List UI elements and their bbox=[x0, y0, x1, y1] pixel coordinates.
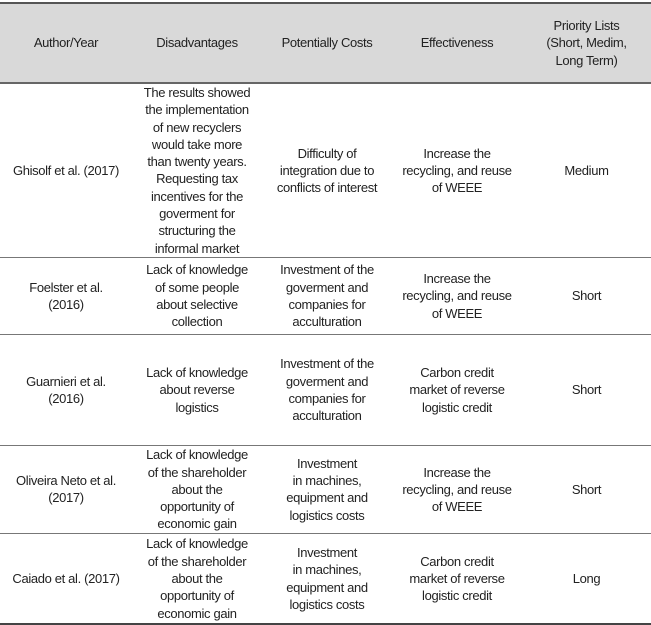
cell-priority bbox=[522, 334, 651, 445]
cell-line: goverment and bbox=[285, 279, 369, 295]
cell-potentially-costs bbox=[262, 257, 392, 334]
cell-line: Lack of knowledge bbox=[146, 536, 248, 552]
cell-line: recycling, and reuse bbox=[402, 288, 512, 304]
cell-line: of WEEE bbox=[431, 305, 483, 321]
header-potentially-costs bbox=[262, 3, 392, 83]
cell-line: logistics bbox=[175, 399, 219, 415]
header-disadvantages bbox=[132, 3, 262, 83]
cell-line: logistic credit bbox=[422, 399, 492, 415]
cell-line: Priority Lists bbox=[553, 18, 620, 34]
cell-line: of WEEE bbox=[431, 180, 483, 196]
cell-line: incentives for the bbox=[151, 188, 243, 204]
cell-line: Potentially Costs bbox=[281, 35, 373, 51]
cell-line: The results showed bbox=[143, 85, 251, 100]
cell-potentially-costs bbox=[262, 334, 392, 445]
cell-line: Oliveira Neto et al. bbox=[16, 473, 116, 489]
cell-line: in machines, bbox=[292, 562, 362, 578]
cell-line: Increase the bbox=[423, 271, 491, 287]
cell-line: about the bbox=[171, 571, 223, 587]
cell-line: economic gain bbox=[157, 605, 237, 621]
cell-line: Short bbox=[571, 382, 602, 398]
cell-line: Requesting tax bbox=[156, 171, 238, 187]
cell-line: recycling, and reuse bbox=[402, 162, 512, 178]
cell-line: recycling, and reuse bbox=[402, 481, 512, 497]
cell-line: informal market bbox=[154, 240, 240, 256]
cell-line: of new recyclers bbox=[152, 119, 242, 135]
cell-line: market of reverse bbox=[409, 571, 505, 587]
cell-line: Short bbox=[571, 288, 602, 304]
cell-line: Investment of the bbox=[280, 262, 374, 278]
cell-line: Foelster et al. bbox=[29, 279, 103, 295]
cell-line: (2016) bbox=[48, 390, 84, 406]
cell-line: of the shareholder bbox=[147, 553, 247, 569]
cell-disadvantages bbox=[132, 83, 262, 257]
cell-potentially-costs bbox=[262, 445, 392, 533]
cell-line: Lack of knowledge bbox=[146, 447, 248, 463]
cell-line: opportunity of bbox=[160, 588, 234, 604]
cell-line: Lack of knowledge bbox=[146, 365, 248, 381]
cell-line: goverment for bbox=[159, 206, 235, 222]
cell-line: structuring the bbox=[158, 223, 236, 239]
cell-line: about the bbox=[171, 481, 223, 497]
cell-line: Ghisolf et al. (2017) bbox=[12, 162, 120, 178]
cell-line: Medium bbox=[564, 162, 609, 178]
cell-author-year bbox=[0, 83, 132, 257]
table-row bbox=[0, 334, 651, 445]
cell-line: about reverse bbox=[159, 382, 235, 398]
cell-line: collection bbox=[171, 314, 223, 330]
cell-line: (2016) bbox=[48, 296, 84, 312]
cell-line: Disadvantages bbox=[156, 35, 238, 51]
header-priority bbox=[522, 3, 651, 83]
cell-line: Short bbox=[571, 481, 602, 497]
cell-priority bbox=[522, 257, 651, 334]
cell-author-year bbox=[0, 334, 132, 445]
cell-line: Increase the bbox=[423, 145, 491, 161]
cell-line: Author/Year bbox=[33, 35, 99, 51]
cell-effectiveness bbox=[392, 334, 522, 445]
cell-line: Investment of the bbox=[280, 356, 374, 372]
cell-line: of some people bbox=[155, 279, 239, 295]
cell-line: equipment and bbox=[286, 490, 368, 506]
cell-disadvantages bbox=[132, 334, 262, 445]
cell-disadvantages bbox=[132, 257, 262, 334]
cell-priority bbox=[522, 83, 651, 257]
cell-line: (Short, Medim, bbox=[546, 35, 627, 51]
cell-line: logistics costs bbox=[289, 507, 365, 523]
cell-line: acculturation bbox=[292, 314, 362, 330]
cell-line: market of reverse bbox=[409, 382, 505, 398]
header-author-year bbox=[0, 3, 132, 83]
cell-line: Investment bbox=[296, 455, 358, 471]
cell-line: about selective bbox=[156, 296, 238, 312]
cell-line: goverment and bbox=[285, 373, 369, 389]
header-row bbox=[0, 3, 651, 83]
cell-line: Carbon credit bbox=[420, 553, 494, 569]
cell-line: Long Term) bbox=[555, 52, 618, 68]
comparison-table bbox=[0, 2, 651, 625]
cell-line: Investment bbox=[296, 545, 358, 561]
cell-line: (2017) bbox=[48, 490, 84, 506]
cell-line: Increase the bbox=[423, 464, 491, 480]
cell-disadvantages bbox=[132, 445, 262, 533]
cell-line: of WEEE bbox=[431, 499, 483, 515]
cell-line: companies for bbox=[288, 390, 366, 406]
cell-line: Guarnieri et al. bbox=[26, 373, 106, 389]
cell-line: logistic credit bbox=[422, 588, 492, 604]
cell-author-year bbox=[0, 445, 132, 533]
cell-line: Caiado et al. (2017) bbox=[12, 571, 120, 587]
cell-author-year bbox=[0, 257, 132, 334]
cell-line: integration due to bbox=[279, 162, 375, 178]
cell-line: logistics costs bbox=[289, 597, 365, 613]
cell-line: Carbon credit bbox=[420, 365, 494, 381]
cell-line: conflicts of interest bbox=[276, 180, 378, 196]
cell-line: Effectiveness bbox=[420, 35, 494, 51]
header-effectiveness bbox=[392, 3, 522, 83]
cell-line: the implementation bbox=[145, 102, 249, 118]
cell-line: of the shareholder bbox=[147, 464, 247, 480]
cell-line: companies for bbox=[288, 296, 366, 312]
cell-line: Lack of knowledge bbox=[146, 262, 248, 278]
cell-line: Difficulty of bbox=[297, 145, 357, 161]
cell-effectiveness bbox=[392, 83, 522, 257]
cell-priority bbox=[522, 445, 651, 533]
table-row bbox=[0, 83, 651, 257]
cell-potentially-costs bbox=[262, 83, 392, 257]
cell-line: in machines, bbox=[292, 473, 362, 489]
cell-line: opportunity of bbox=[160, 499, 234, 515]
cell-line: than twenty years. bbox=[147, 154, 247, 170]
table-row bbox=[0, 445, 651, 533]
cell-effectiveness bbox=[392, 445, 522, 533]
cell-line: Long bbox=[572, 571, 601, 587]
cell-line: equipment and bbox=[286, 579, 368, 595]
cell-effectiveness bbox=[392, 257, 522, 334]
table-row bbox=[0, 257, 651, 334]
cell-line: economic gain bbox=[157, 516, 237, 532]
cell-line: would take more bbox=[151, 136, 243, 152]
cell-line: acculturation bbox=[292, 408, 362, 424]
